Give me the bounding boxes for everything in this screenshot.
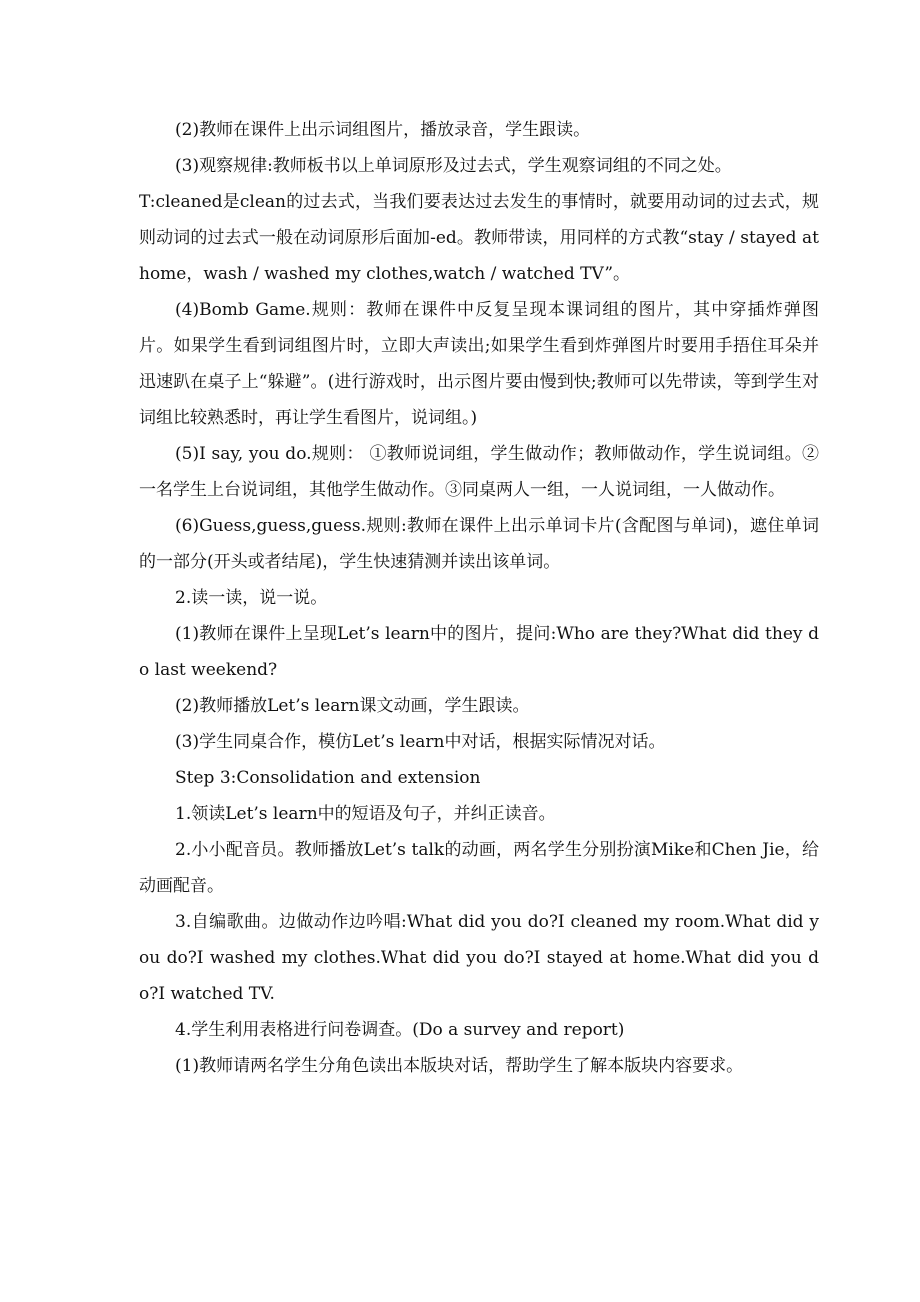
paragraph-past-tense-rule: T:cleaned是clean的过去式，当我们要表达过去发生的事情时，就要用动词的过去式，规则动词的过去式一般在动词原形后面加-ed。教师带读，用同样的方式教“stay / stayed at home，wash / washed my clothes,watch / watched TV”。 xyxy=(139,192,819,284)
paragraph-step-3: (3)观察规律:教师板书以上单词原形及过去式，学生观察词组的不同之处。 xyxy=(175,156,732,176)
paragraph-lets-learn-animation: (2)教师播放Let’s learn课文动画，学生跟读。 xyxy=(175,696,530,716)
paragraph-bomb-game: (4)Bomb Game.规则：教师在课件中反复呈现本课词组的图片，其中穿插炸弹图片。如果学生看到词组图片时，立即大声读出;如果学生看到炸弹图片时要用手捂住耳朵并迅速趴在桌子上“躲避”。(进行游戏时，出示图片要由慢到快;教师可以先带读，等到学生对词组比较熟悉时，再让学生看图片，说词组。) xyxy=(139,300,819,428)
heading-step-3: Step 3:Consolidation and extension xyxy=(175,768,481,788)
paragraph-survey: 4.学生利用表格进行问卷调查。(Do a survey and report) xyxy=(175,1020,625,1040)
paragraph-lets-learn-pictures: (1)教师在课件上呈现Let’s learn中的图片，提问:Who are they?What did they do last weekend? xyxy=(139,624,819,680)
paragraph-guess-game: (6)Guess,guess,guess.规则:教师在课件上出示单词卡片(含配图与单词)，遮住单词的一部分(开头或者结尾)，学生快速猜测并读出该单词。 xyxy=(139,516,819,572)
paragraph-step-2: (2)教师在课件上出示词组图片，播放录音，学生跟读。 xyxy=(175,120,591,140)
document-body xyxy=(139,112,819,1084)
paragraph-lead-reading: 1.领读Let’s learn中的短语及句子，并纠正读音。 xyxy=(175,804,556,824)
paragraph-i-say-you-do: (5)I say, you do.规则： ①教师说词组，学生做动作；教师做动作，学生说词组。②一名学生上台说词组，其他学生做动作。③同桌两人一组，一人说词组，一人做动作。 xyxy=(139,444,819,500)
paragraph-dubbing: 2.小小配音员。教师播放Let’s talk的动画，两名学生分别扮演Mike和Chen Jie，给动画配音。 xyxy=(139,840,819,896)
paragraph-pair-work: (3)学生同桌合作，模仿Let’s learn中对话，根据实际情况对话。 xyxy=(175,732,666,752)
paragraph-read-and-say: 2.读一读，说一说。 xyxy=(175,588,328,608)
paragraph-role-reading: (1)教师请两名学生分角色读出本版块对话，帮助学生了解本版块内容要求。 xyxy=(175,1056,744,1076)
paragraph-song: 3.自编歌曲。边做动作边吟唱:What did you do?I cleaned my room.What did you do?I washed my clothes.What did you do?I stayed at home.What did you do?I watched TV. xyxy=(139,912,819,1004)
